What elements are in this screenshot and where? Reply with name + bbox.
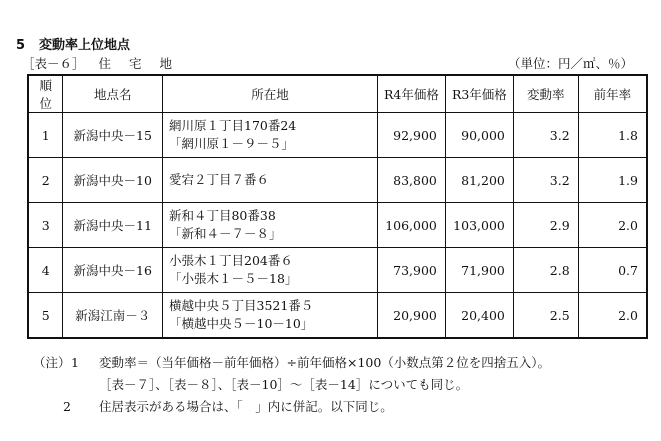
table-label: ［表－６］ xyxy=(22,56,85,71)
cell-rank: 1 xyxy=(28,113,63,158)
land-category: 住宅地 xyxy=(98,56,191,71)
note-number: 2 xyxy=(63,399,71,414)
address-display: 「新和４－７－８」 xyxy=(168,226,282,241)
address-line: 横越中央５丁目3521番５ xyxy=(168,298,314,313)
cell-address xyxy=(162,293,377,339)
header-name: 地点名 xyxy=(63,75,163,113)
unit-note: （単位：円／㎡、％） xyxy=(507,56,633,71)
cell-change-rate: 2.9 xyxy=(513,203,578,248)
address-line: 愛宕２丁目７番６ xyxy=(168,172,269,187)
cell-r4-price: 83,800 xyxy=(377,158,445,203)
header-rank: 順位 xyxy=(28,75,63,113)
table-caption xyxy=(22,54,190,72)
cell-r3-price: 90,000 xyxy=(445,113,513,158)
cell-name: 新潟中央－10 xyxy=(63,158,163,203)
cell-address xyxy=(162,248,377,293)
note-label: （注） xyxy=(33,355,71,370)
address-line: 新和４丁目80番38 xyxy=(168,208,276,223)
note-number: 1 xyxy=(71,355,79,370)
cell-prev-rate: 2.0 xyxy=(578,293,647,339)
note-text: 変動率＝（当年価格－前年価格）÷前年価格×100（小数点第２位を四捨五入）。 xyxy=(99,355,551,370)
cell-change-rate: 2.5 xyxy=(513,293,578,339)
table-row xyxy=(28,248,647,293)
ranking-table xyxy=(27,74,648,339)
cell-prev-rate: 1.9 xyxy=(578,158,647,203)
cell-r3-price: 71,900 xyxy=(445,248,513,293)
cell-prev-rate: 1.8 xyxy=(578,113,647,158)
cell-r4-price: 92,900 xyxy=(377,113,445,158)
table-row xyxy=(28,293,647,339)
note-text: 住居表示がある場合は、「 」内に併記。以下同じ。 xyxy=(99,399,393,414)
address-line: 小張木１丁目204番６ xyxy=(168,253,293,268)
cell-r3-price: 81,200 xyxy=(445,158,513,203)
cell-address xyxy=(162,203,377,248)
header-change-rate: 変動率 xyxy=(513,75,578,113)
address-display: 「小張木１－５－18」 xyxy=(168,271,298,286)
table-row xyxy=(28,203,647,248)
cell-r3-price: 103,000 xyxy=(445,203,513,248)
note-1 xyxy=(33,352,550,374)
note-2 xyxy=(33,396,550,418)
footnotes xyxy=(33,352,550,418)
cell-address xyxy=(162,158,377,203)
table-row xyxy=(28,158,647,203)
header-r3-price: R3年価格 xyxy=(445,75,513,113)
note-1-continuation: ［表－７］、［表－８］、［表－10］～［表－14］についても同じ。 xyxy=(99,377,469,392)
cell-address xyxy=(162,113,377,158)
table-row xyxy=(28,113,647,158)
cell-name: 新潟中央－15 xyxy=(63,113,163,158)
cell-r4-price: 106,000 xyxy=(377,203,445,248)
cell-name: 新潟中央－16 xyxy=(63,248,163,293)
cell-name: 新潟中央－11 xyxy=(63,203,163,248)
section-number: 5 xyxy=(16,38,26,53)
cell-prev-rate: 2.0 xyxy=(578,203,647,248)
address-display: 「横越中央５－10－10」 xyxy=(168,316,314,331)
cell-rank: 5 xyxy=(28,293,63,339)
cell-change-rate: 3.2 xyxy=(513,113,578,158)
cell-change-rate: 2.8 xyxy=(513,248,578,293)
cell-rank: 4 xyxy=(28,248,63,293)
table-header-row xyxy=(28,75,647,113)
cell-rank: 2 xyxy=(28,158,63,203)
cell-rank: 3 xyxy=(28,203,63,248)
cell-change-rate: 3.2 xyxy=(513,158,578,203)
cell-r4-price: 73,900 xyxy=(377,248,445,293)
address-line: 網川原１丁目170番24 xyxy=(168,118,297,133)
address-display: 「網川原１－９－５」 xyxy=(168,136,294,151)
cell-r4-price: 20,900 xyxy=(377,293,445,339)
cell-prev-rate: 0.7 xyxy=(578,248,647,293)
section-heading xyxy=(16,34,130,53)
cell-r3-price: 20,400 xyxy=(445,293,513,339)
section-title: 変動率上位地点 xyxy=(39,38,131,53)
header-address: 所在地 xyxy=(162,75,377,113)
cell-name: 新潟江南－３ xyxy=(63,293,163,339)
header-prev-rate: 前年率 xyxy=(578,75,647,113)
header-r4-price: R4年価格 xyxy=(377,75,445,113)
